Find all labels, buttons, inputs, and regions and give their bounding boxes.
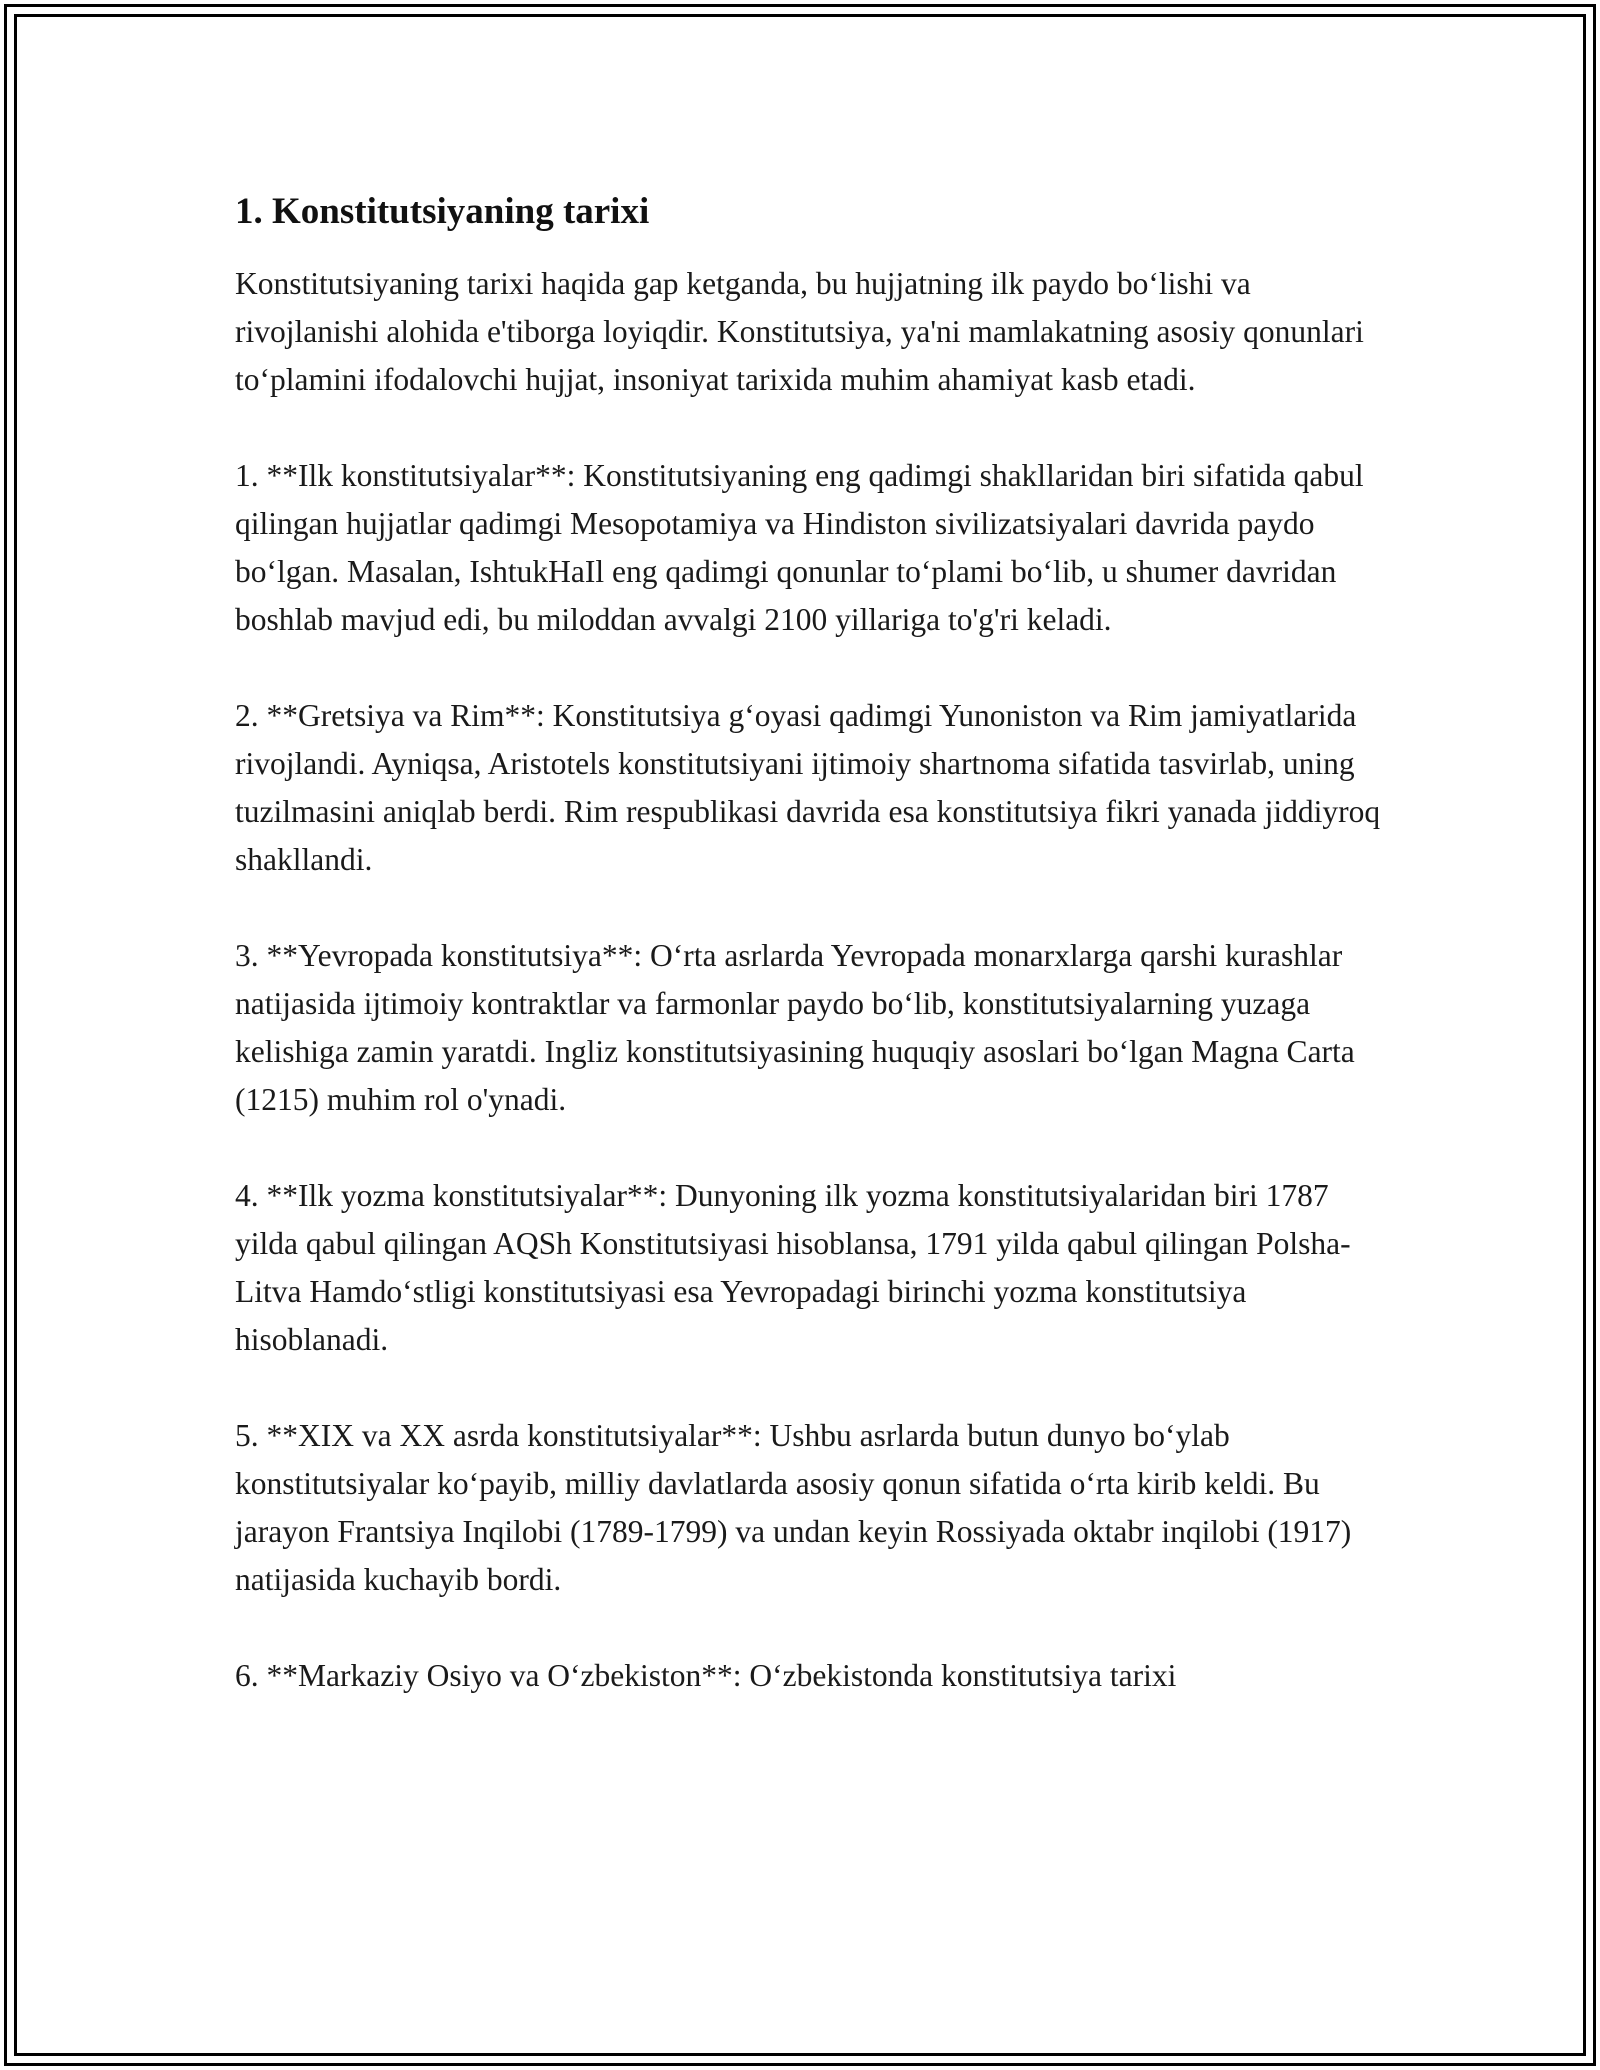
intro-paragraph: Konstitutsiyaning tarixi haqida gap ketganda, bu hujjatning ilk paydo bo‘lishi va rivojlanishi alohida e'tiborga loyiqdir. Konstitutsiya, ya'ni mamlakatning asosiy qonunlari to‘plamini ifodalovchi hujjat, insoniyat tarixida muhim ahamiyat kasb etadi.: [235, 266, 1364, 397]
section-heading: 1. Konstitutsiyaning tarixi: [235, 191, 650, 232]
list-item-2: 2. **Gretsiya va Rim**: Konstitutsiya g‘oyasi qadimgi Yunoniston va Rim jamiyatlarida rivojlandi. Ayniqsa, Aristotels konstitutsiyani ijtimoiy shartnoma sifatida tasvirlab, uning tuzilmasini aniqlab berdi. Rim respublikasi davrida esa konstitutsiya fikri yanada jiddiyroq shakllandi.: [235, 698, 1381, 877]
list-item-6: 6. **Markaziy Osiyo va O‘zbekiston**: O‘zbekistonda konstitutsiya tarixi: [235, 1658, 1177, 1693]
list-item-3: 3. **Yevropada konstitutsiya**: O‘rta asrlarda Yevropada monarxlarga qarshi kurashlar natijasida ijtimoiy kontraktlar va farmonlar paydo bo‘lib, konstitutsiyalarning yuzaga kelishiga zamin yaratdi. Ingliz konstitutsiyasining huquqiy asoslari bo‘lgan Magna Carta (1215) muhim rol o'ynadi.: [235, 938, 1355, 1117]
list-item-4: 4. **Ilk yozma konstitutsiyalar**: Dunyoning ilk yozma konstitutsiyalaridan biri 1787 yilda qabul qilingan AQSh Konstitutsiyasi hisoblansa, 1791 yilda qabul qilingan Polsha-Litva Hamdo‘stligi konstitutsiyasi esa Yevropadagi birinchi yozma konstitutsiya hisoblanadi.: [235, 1178, 1351, 1357]
document-body: [235, 188, 1385, 1700]
list-item-1: 1. **Ilk konstitutsiyalar**: Konstitutsiyaning eng qadimgi shakllaridan biri sifatida qabul qilingan hujjatlar qadimgi Mesopotamiya va Hindiston sivilizatsiyalari davrida paydo bo‘lgan. Masalan, IshtukHaIl eng qadimgi qonunlar to‘plami bo‘lib, u shumer davridan boshlab mavjud edi, bu miloddan avvalgi 2100 yillariga to'g'ri keladi.: [235, 458, 1364, 637]
list-item-5: 5. **XIX va XX asrda konstitutsiyalar**: Ushbu asrlarda butun dunyo bo‘ylab konstitutsiyalar ko‘payib, milliy davlatlarda asosiy qonun sifatida o‘rta kirib keldi. Bu jarayon Frantsiya Inqilobi (1789-1799) va undan keyin Rossiyada oktabr inqilobi (1917) natijasida kuchayib bordi.: [235, 1418, 1352, 1597]
